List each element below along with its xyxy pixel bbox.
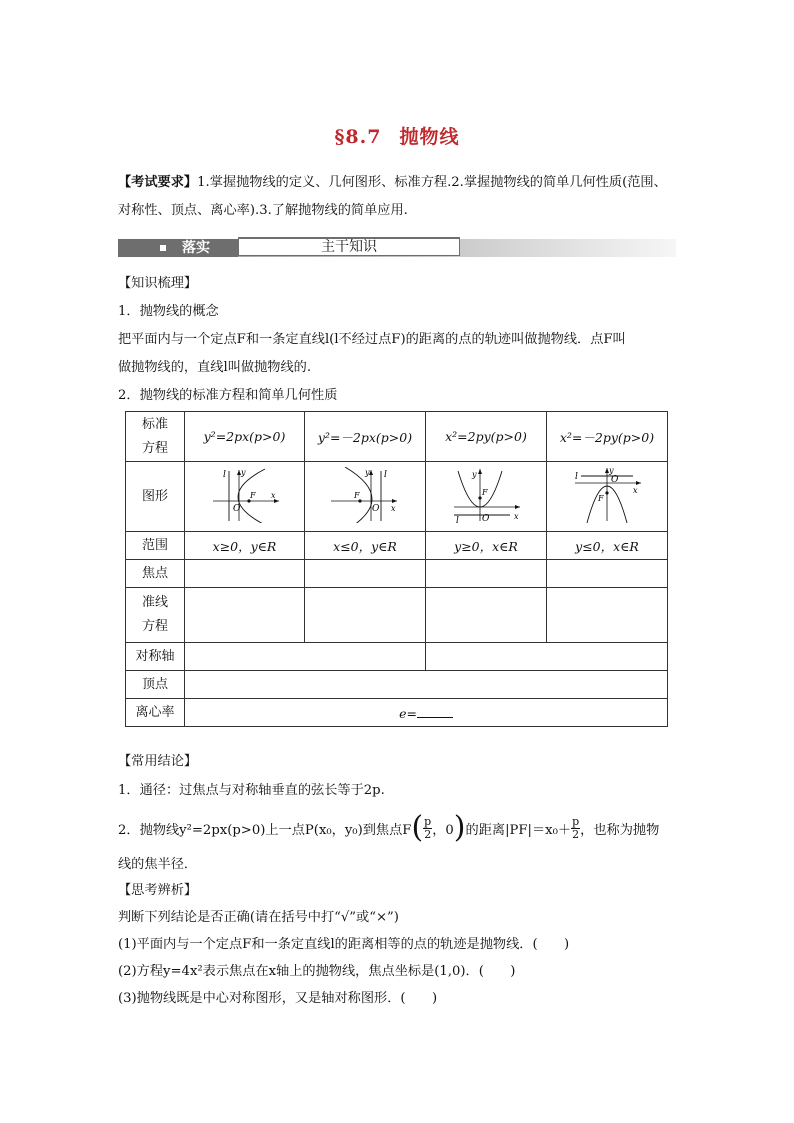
vertex-cell (185, 671, 668, 699)
conclusion-item-2-line-2: 线的焦半径． (118, 857, 198, 872)
table-row-range (126, 532, 668, 560)
svg-text:O: O (611, 475, 619, 485)
row-label-vertex: 顶点 (126, 671, 185, 699)
graph-cell (185, 462, 305, 532)
knowledge-item-1-line-1: 把平面内与一个定点F和一条定直线l(l不经过点F)的距离的点的轨迹叫做抛物线．点F叫 (118, 332, 626, 347)
equation-cell: x²=2py(p>0) (426, 412, 547, 462)
discussion-question-2: (2)方程y=4x²表示焦点在x轴上的抛物线，焦点坐标是(1,0)．( ) (118, 964, 516, 979)
eccentricity-blank (417, 705, 453, 718)
conclusions-heading: 【常用结论】 (118, 754, 198, 769)
directrix-cell (305, 588, 426, 643)
table-row-focus (126, 560, 668, 588)
svg-text:y: y (365, 468, 370, 477)
svg-text:y: y (472, 470, 477, 479)
svg-text:O: O (372, 504, 380, 514)
requirements-line-2: 对称性、顶点、离心率).3.了解抛物线的简单应用. (118, 203, 408, 218)
parabola-graph-down (571, 467, 643, 523)
directrix-cell (426, 588, 547, 643)
svg-text:x: x (270, 491, 276, 500)
conclusion-item-2-part-b: 的距离|PF|＝x₀＋ (465, 822, 572, 838)
equation-cell: y²=－2px(p>0) (305, 412, 426, 462)
row-label-directrix: 准线 方程 (126, 588, 185, 643)
range-cell: x≤0，y∈R (305, 532, 426, 560)
section-name: 抛物线 (399, 126, 460, 148)
svg-text:O: O (482, 514, 490, 523)
row-label-range: 范围 (126, 532, 185, 560)
knowledge-heading: 【知识梳理】 (118, 276, 198, 291)
conclusion-item-2 (118, 808, 683, 848)
svg-text:l: l (575, 472, 578, 482)
equation-cell: x²=－2py(p>0) (547, 412, 668, 462)
banner-left-label: 落实 (182, 240, 210, 256)
row-label-equation: 标准 方程 (126, 412, 185, 462)
table-row-equation (126, 412, 668, 462)
table-row-axis (126, 643, 668, 671)
discussion-intro: 判断下列结论是否正确(请在括号中打“√”或“×”) (118, 910, 399, 925)
svg-text:x: x (391, 504, 396, 513)
fraction-p-over-2-b: $\frac{p}{2}$ (572, 814, 580, 841)
focus-cell (305, 560, 426, 588)
discussion-question-3: (3)抛物线既是中心对称图形，又是轴对称图形．( ) (118, 991, 438, 1006)
conclusion-item-1: 1．通径：过焦点与对称轴垂直的弦长等于2p. (118, 783, 385, 798)
square-bullet-icon (160, 245, 166, 251)
banner-dark-block (118, 239, 238, 257)
graph-cell (305, 462, 426, 532)
directrix-cell (185, 588, 305, 643)
row-label-eccentricity: 离心率 (126, 699, 185, 727)
knowledge-item-1-line-2: 做抛物线的，直线l叫做抛物线的. (118, 360, 312, 375)
range-cell: x≥0，y∈R (185, 532, 305, 560)
graph-cell (426, 462, 547, 532)
row-label-graph: 图形 (126, 462, 185, 532)
eccentricity-cell (185, 699, 668, 727)
svg-text:y: y (609, 467, 614, 475)
section-number: §8.7 (334, 126, 382, 148)
svg-text:x: x (633, 486, 638, 495)
svg-text:O: O (232, 504, 240, 514)
table-row-vertex (126, 671, 668, 699)
svg-text:l: l (384, 470, 387, 480)
axis-cell (426, 643, 668, 671)
focus-cell (426, 560, 547, 588)
left-paren: ( (411, 810, 424, 845)
parabola-graph-right (209, 467, 281, 523)
fraction-p-over-2: $\frac{p}{2}$ (424, 814, 432, 841)
requirements-text-1: 1.掌握抛物线的定义、几何图形、标准方程.2.掌握抛物线的简单几何性质(范围、 (197, 175, 667, 190)
svg-text:l: l (456, 516, 459, 523)
section-banner (118, 236, 676, 258)
requirements-line-1 (118, 173, 678, 193)
svg-text:l: l (222, 470, 226, 480)
table-row-directrix (126, 588, 668, 643)
conclusion-item-2-part-c: ，也称为抛物 (580, 822, 660, 838)
table-row-graph (126, 462, 668, 532)
range-cell: y≥0，x∈R (426, 532, 547, 560)
svg-text:x: x (514, 512, 519, 521)
parabola-properties-table (125, 411, 668, 727)
eccentricity-label: e= (399, 705, 417, 721)
banner-right-label: 主干知识 (238, 237, 460, 256)
right-paren: ) (453, 810, 466, 845)
knowledge-item-2-title: 2．抛物线的标准方程和简单几何性质 (118, 388, 338, 403)
discussion-question-1: (1)平面内与一个定点F和一条定直线l的距离相等的点的轨迹是抛物线．( ) (118, 937, 570, 952)
svg-text:F: F (354, 491, 360, 500)
focus-cell (185, 560, 305, 588)
row-label-axis: 对称轴 (126, 643, 185, 671)
svg-text:F: F (598, 494, 604, 503)
discussion-heading: 【思考辨析】 (118, 883, 198, 898)
parabola-graph-up (450, 467, 522, 523)
conclusion-item-2-zero: ，0 (432, 822, 454, 838)
range-cell: y≤0，x∈R (547, 532, 668, 560)
equation-cell: y²=2px(p>0) (185, 412, 305, 462)
graph-cell (547, 462, 668, 532)
knowledge-item-1-title: 1．抛物线的概念 (118, 304, 219, 319)
requirements-tag: 【考试要求】 (118, 175, 198, 190)
page-title (0, 122, 794, 149)
svg-text:F: F (249, 491, 256, 500)
table-row-eccentricity (126, 699, 668, 727)
svg-text:F: F (482, 488, 488, 497)
directrix-cell (547, 588, 668, 643)
focus-cell (547, 560, 668, 588)
svg-text:y: y (240, 468, 246, 477)
row-label-focus: 焦点 (126, 560, 185, 588)
parabola-graph-left (329, 467, 401, 523)
conclusion-item-2-part-a: 2．抛物线y²=2px(p>0)上一点P(x₀，y₀)到焦点F (118, 822, 412, 838)
axis-cell (185, 643, 426, 671)
